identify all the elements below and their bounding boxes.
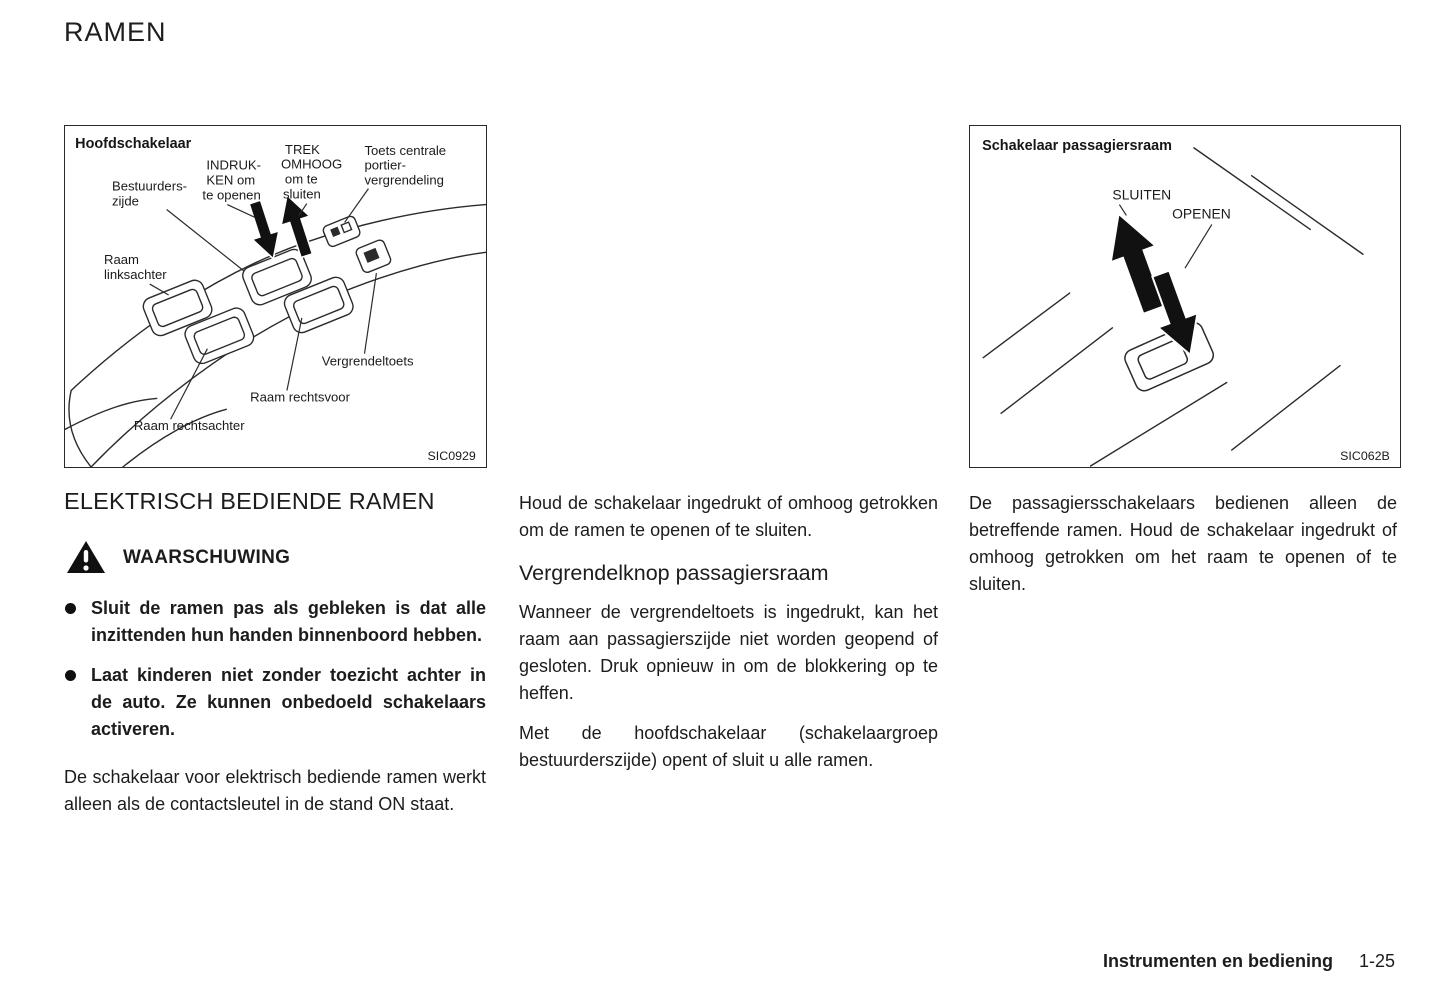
label-raam-rechtsachter: Raam rechtsachter: [133, 418, 245, 434]
label-trek-1: TREK: [284, 141, 320, 157]
column-left: [64, 488, 486, 831]
label-trek-3: om te: [284, 171, 318, 187]
figure-main-switch: [64, 125, 487, 468]
warning-item-text: Sluit de ramen pas als gebleken is dat alle inzittenden hun handen binnenboord hebben.: [91, 598, 486, 645]
page-footer: [1103, 951, 1395, 972]
label-trek-4: sluiten: [282, 186, 321, 202]
label-sluiten: SLUITEN: [1112, 186, 1172, 203]
label-raam-linksachter-2: linksachter: [104, 267, 167, 283]
window-switch-cluster: [141, 247, 356, 366]
window-lock-switch: [355, 239, 392, 274]
figure-passenger-switch: [969, 125, 1401, 468]
footer-page-number: 1-25: [1358, 951, 1395, 971]
warning-list-item: [64, 595, 486, 649]
figure-code: SIC0929: [427, 449, 476, 464]
warning-header: [66, 540, 486, 574]
subsection-heading: Vergrendelknop passagiersraam: [519, 561, 829, 585]
figure-title: Schakelaar passagiersraam: [982, 137, 1173, 154]
label-centrale-3: vergrendeling: [364, 172, 444, 188]
paragraph: Met de hoofdschakelaar (schakelaargroep bestuurderszijde) opent of sluit u alle ramen.: [519, 723, 938, 770]
page-title: RAMEN: [64, 17, 167, 47]
figure-title: Hoofdschakelaar: [75, 135, 192, 152]
warning-list-item: [64, 662, 486, 743]
main-switch-illustration: [65, 126, 486, 467]
paragraph: Wanneer de vergrendeltoets is ingedrukt, kan het raam aan passagierszijde niet worden geopend of gesloten. Druk opnieuw in om de blokkering op te heffen.: [519, 602, 938, 703]
warning-triangle-icon: [66, 540, 106, 574]
label-bestuurderszijde-1: Bestuurders-: [111, 178, 188, 194]
footer-section-title: Instrumenten en bediening: [1102, 951, 1333, 971]
label-raam-linksachter-1: Raam: [104, 252, 139, 268]
warning-title: WAARSCHUWING: [123, 546, 291, 568]
warning-item-text: Laat kinderen niet zonder toezicht achter in de auto. Ze kunnen onbedoeld schakelaars activeren.: [91, 665, 486, 739]
column-right: [969, 490, 1397, 611]
passenger-switch-illustration: [970, 126, 1400, 467]
label-raam-rechtsvoor: Raam rechtsvoor: [250, 389, 350, 405]
central-lock-button: [322, 215, 362, 248]
label-centrale-2: portier-: [364, 157, 407, 173]
label-vergrendeltoets: Vergrendeltoets: [321, 353, 414, 369]
bullet-icon: [65, 603, 76, 614]
label-bestuurderszijde-2: zijde: [111, 193, 139, 209]
paragraph: De schakelaar voor elektrisch bediende ramen werkt alleen als de contactsleutel in de stand ON staat.: [64, 767, 486, 814]
section-heading: ELEKTRISCH BEDIENDE RAMEN: [64, 488, 435, 514]
label-trek-2: OMHOOG: [280, 156, 343, 172]
label-indrukken-1: INDRUK-: [206, 157, 262, 173]
label-centrale-1: Toets centrale: [364, 142, 447, 158]
label-indrukken-3: te openen: [202, 187, 261, 203]
figure-code: SIC062B: [1340, 449, 1390, 464]
press-down-arrow-icon: [242, 198, 287, 263]
paragraph: Houd de schakelaar ingedrukt of omhoog getrokken om de ramen te openen of te sluiten.: [519, 493, 938, 540]
column-middle: [519, 490, 938, 787]
label-openen: OPENEN: [1172, 205, 1231, 222]
paragraph: De passagiersschakelaars bedienen alleen de betreffende ramen. Houd de schakelaar ingedrukt of omhoog getrokken om het raam te openen of te sluiten.: [969, 493, 1397, 594]
bullet-icon: [65, 670, 76, 681]
label-indrukken-2: KEN om: [206, 172, 256, 188]
